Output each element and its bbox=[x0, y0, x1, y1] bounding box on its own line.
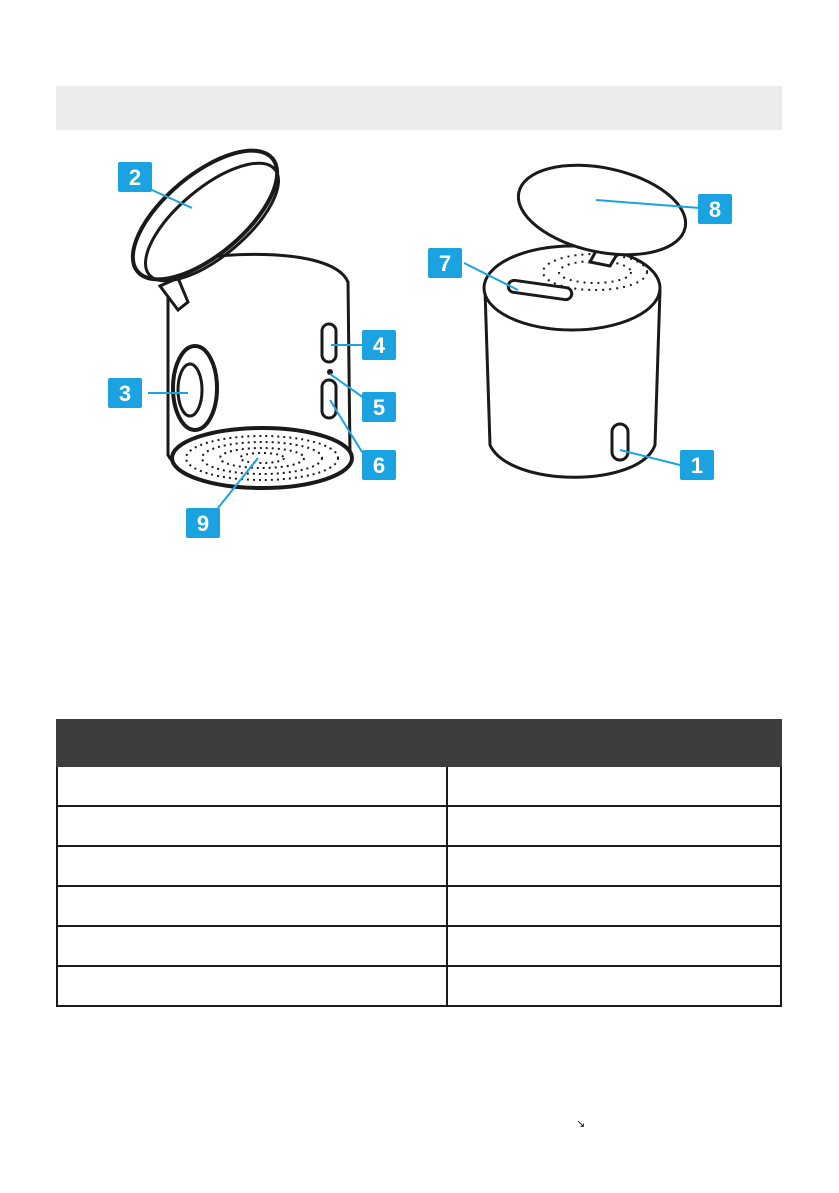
speaker-diagram bbox=[0, 140, 839, 550]
table-cell bbox=[447, 926, 781, 966]
svg-text:4: 4 bbox=[372, 333, 386, 358]
side-mount bbox=[173, 346, 217, 430]
speaker-left-view bbox=[112, 140, 352, 488]
table-header-cell bbox=[57, 720, 447, 766]
callout-3 bbox=[108, 378, 142, 408]
callout-8 bbox=[698, 194, 732, 224]
table-row bbox=[57, 846, 781, 886]
arrow-down-right-icon: ↘ bbox=[576, 1118, 586, 1130]
table-cell bbox=[57, 766, 447, 806]
svg-text:3: 3 bbox=[118, 381, 132, 406]
port-side bbox=[612, 424, 628, 460]
section-header-band bbox=[56, 86, 782, 130]
callout-1 bbox=[680, 450, 714, 480]
table-header-cell bbox=[447, 720, 781, 766]
spec-table bbox=[56, 719, 782, 1007]
table-cell bbox=[447, 766, 781, 806]
table-cell bbox=[447, 966, 781, 1006]
svg-text:2: 2 bbox=[128, 165, 142, 190]
table-cell bbox=[57, 966, 447, 1006]
port-upper bbox=[322, 324, 336, 362]
callout-9 bbox=[186, 508, 220, 538]
callout-2 bbox=[118, 162, 152, 192]
table-cell bbox=[57, 886, 447, 926]
port-lower bbox=[322, 380, 336, 418]
table-row bbox=[57, 926, 781, 966]
table-header-row bbox=[57, 720, 781, 766]
table-row bbox=[57, 886, 781, 926]
svg-text:9: 9 bbox=[196, 511, 210, 536]
table-cell bbox=[57, 806, 447, 846]
callout-7 bbox=[428, 248, 462, 278]
svg-text:1: 1 bbox=[690, 453, 704, 478]
svg-text:5: 5 bbox=[372, 395, 386, 420]
table-row bbox=[57, 806, 781, 846]
callout-6 bbox=[362, 450, 396, 480]
bottom-grille bbox=[172, 428, 352, 488]
table-cell bbox=[57, 926, 447, 966]
callout-5 bbox=[362, 392, 396, 422]
svg-text:7: 7 bbox=[438, 251, 452, 276]
table-row bbox=[57, 966, 781, 1006]
speaker-right-view bbox=[484, 151, 694, 477]
table-cell bbox=[57, 846, 447, 886]
callout-4 bbox=[362, 330, 396, 360]
table-cell bbox=[447, 806, 781, 846]
svg-text:8: 8 bbox=[708, 197, 722, 222]
table-cell bbox=[447, 886, 781, 926]
svg-text:6: 6 bbox=[372, 453, 386, 478]
table-cell bbox=[447, 846, 781, 886]
table-row bbox=[57, 766, 781, 806]
